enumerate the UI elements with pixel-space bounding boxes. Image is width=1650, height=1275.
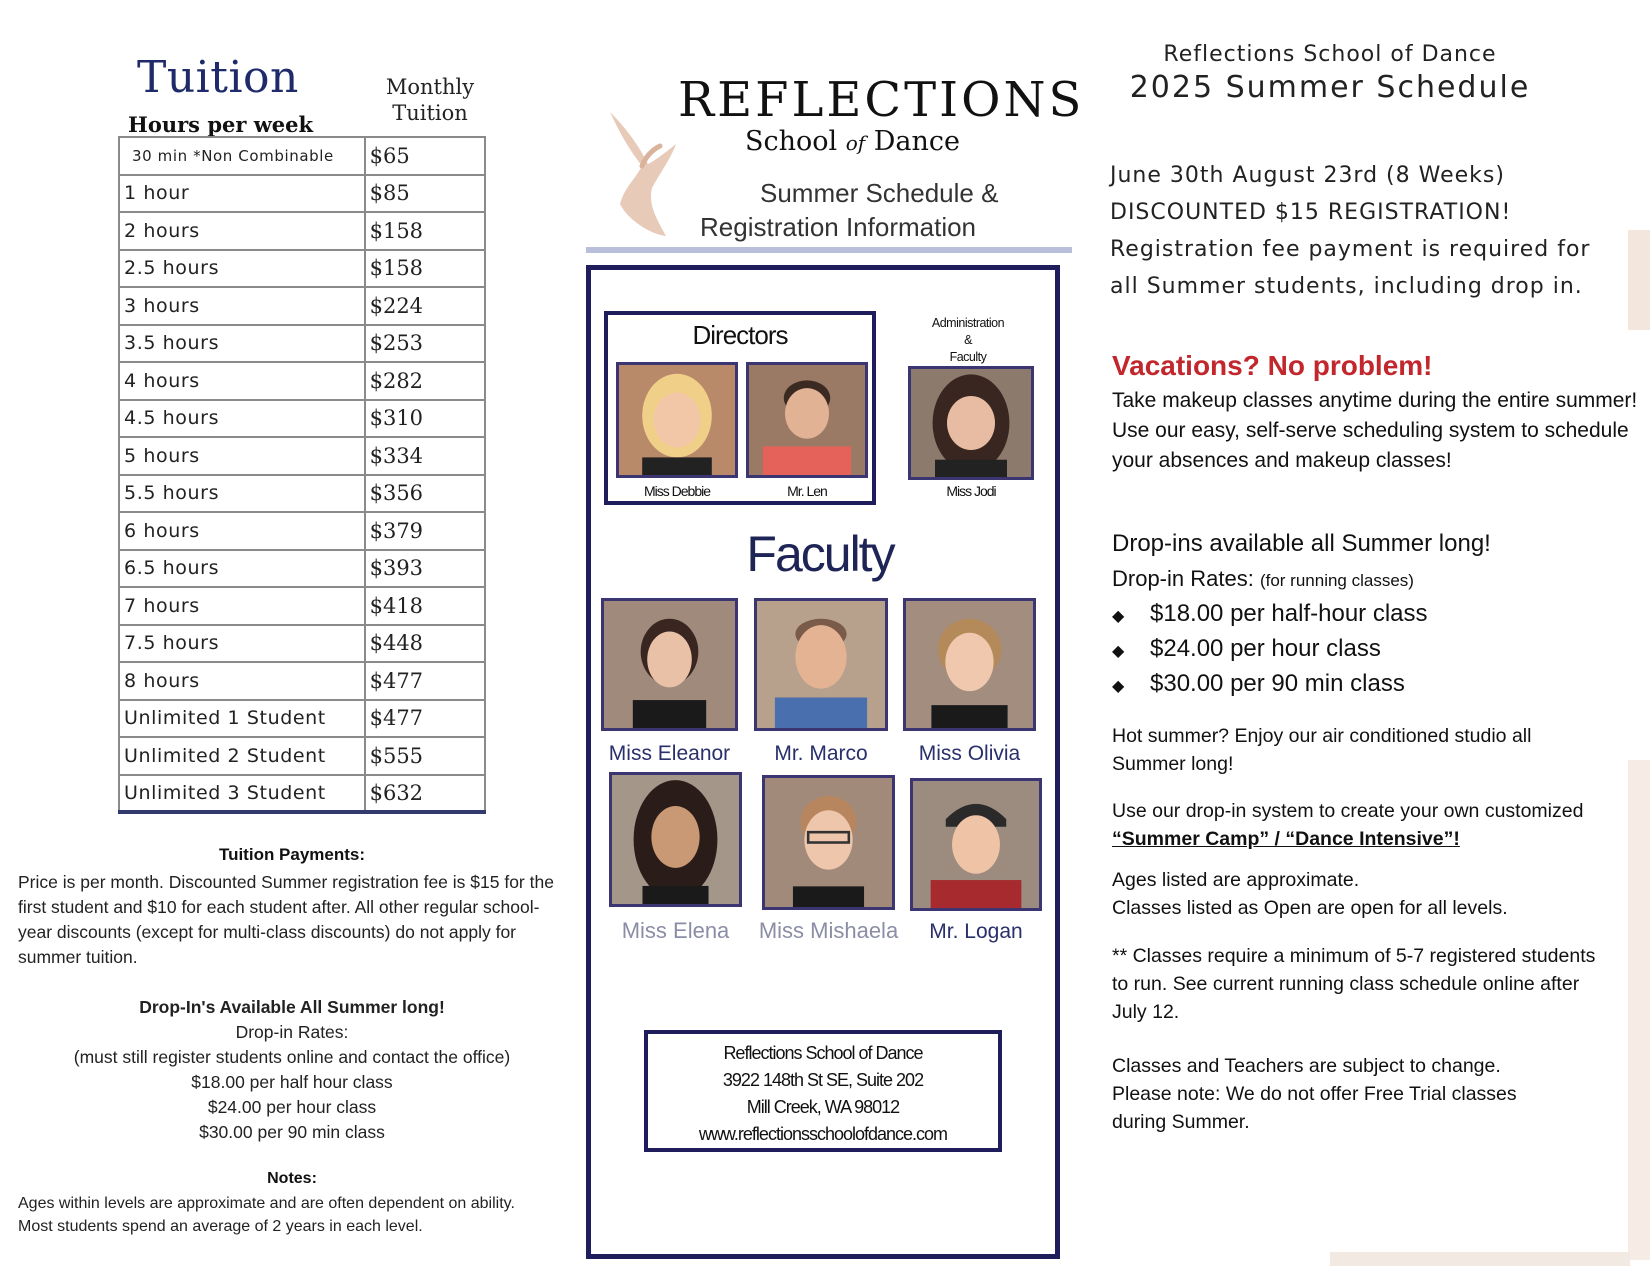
tuition-price-cell: $334 — [365, 437, 485, 475]
tuition-row — [119, 475, 485, 513]
registration-info-heading: Registration Information — [700, 212, 977, 242]
left-dropin-block — [18, 995, 566, 1145]
photo-mr-len — [746, 362, 868, 478]
photo-miss-eleanor — [601, 598, 738, 731]
tuition-row — [119, 662, 485, 700]
ages-text — [1112, 866, 1642, 922]
tuition-row — [119, 550, 485, 588]
tuition-hours-cell: 7 hours — [119, 587, 365, 625]
header-divider — [586, 247, 1072, 253]
tuition-price-cell: $158 — [365, 250, 485, 288]
caption-director: Mr. Len — [787, 483, 827, 499]
change-line: Classes and Teachers are subject to change. — [1112, 1055, 1501, 1077]
photo-mr-marco — [754, 598, 888, 731]
diamond-bullet-icon: ◆ — [1112, 678, 1125, 695]
tuition-row — [119, 250, 485, 288]
caption-faculty: Mr. Logan — [929, 920, 1023, 943]
tuition-hours-cell: 7.5 hours — [119, 625, 365, 663]
vacations-text: Take makeup classes anytime during the entire summer! Use our easy, self-serve scheduling system to schedule your absences and makeup classes! — [1112, 389, 1638, 472]
tuition-price-cell: $448 — [365, 625, 485, 663]
diamond-bullet-icon: ◆ — [1112, 643, 1125, 660]
tuition-hours-cell: Unlimited 3 Student — [119, 775, 365, 813]
notes-text — [18, 1192, 566, 1238]
address-school: Reflections School of Dance — [723, 1043, 923, 1063]
tuition-row — [119, 625, 485, 663]
tuition-row — [119, 212, 485, 250]
tuition-row — [119, 700, 485, 738]
tuition-price-cell: $632 — [365, 775, 485, 813]
photo-miss-elena — [609, 772, 742, 907]
caption-faculty: Miss Mishaela — [758, 918, 899, 943]
caption-faculty: Miss Eleanor — [608, 742, 731, 765]
tuition-price-cell: $85 — [365, 175, 485, 213]
camp-intro: Use our drop-in system to create your own customized — [1112, 800, 1584, 822]
caption-faculty: Mr. Marco — [774, 742, 868, 765]
tuition-price-cell: $477 — [365, 700, 485, 738]
tuition-hours-cell: 8 hours — [119, 662, 365, 700]
monthly-header-line2: Tuition — [392, 101, 468, 125]
photo-mr-logan — [910, 778, 1042, 911]
minimum-enrollment-text: ** Classes require a minimum of 5-7 registered students to run. See current running class schedule online after July 12. — [1112, 945, 1596, 1023]
tuition-price-cell: $224 — [365, 287, 485, 325]
dropin-rates-note: (for running classes) — [1259, 571, 1414, 590]
tuition-hours-cell: 2.5 hours — [119, 250, 365, 288]
tuition-row — [119, 775, 485, 813]
brand-sub-part: Dance — [865, 126, 961, 157]
tuition-hours-cell: 3.5 hours — [119, 325, 365, 363]
address-box — [644, 1030, 1002, 1152]
tuition-price-cell: $253 — [365, 325, 485, 363]
dropin-rates-label: Drop-in Rates: — [1112, 566, 1260, 591]
hot-summer-text: Hot summer? Enjoy our air conditioned studio all Summer long! — [1112, 725, 1532, 775]
tuition-hours-cell: 1 hour — [119, 175, 365, 213]
address-street: 3922 148th St SE, Suite 202 — [722, 1070, 924, 1090]
left-dropin-title: Drop-In's Available All Summer long! — [139, 997, 445, 1017]
summer-schedule-title: 2025 Summer Schedule — [1129, 70, 1531, 105]
tuition-price-cell: $282 — [365, 362, 485, 400]
brand-name: REFLECTIONS — [678, 72, 1085, 128]
ages-line: Classes listed as Open are open for all levels. — [1112, 897, 1508, 919]
diamond-bullet-icon: ◆ — [1112, 608, 1125, 625]
tuition-row — [119, 737, 485, 775]
vacations-heading: Vacations? No problem! — [1112, 350, 1433, 381]
summer-camp-link[interactable]: “Summer Camp” / “Dance Intensive”! — [1112, 828, 1460, 850]
discount-notice: DISCOUNTED $15 REGISTRATION! — [1110, 200, 1512, 225]
tuition-price-cell: $393 — [365, 550, 485, 588]
tuition-row — [119, 437, 485, 475]
administration-faculty-title — [908, 315, 1028, 366]
tuition-table — [118, 136, 486, 814]
tuition-price-cell: $356 — [365, 475, 485, 513]
caption-director: Miss Debbie — [643, 483, 711, 499]
brand-subtitle — [745, 126, 960, 157]
tuition-price-cell: $379 — [365, 512, 485, 550]
faculty-title: Faculty — [746, 526, 894, 582]
change-line: Please note: We do not offer Free Trial classes during Summer. — [1112, 1083, 1517, 1133]
tuition-hours-cell: Unlimited 1 Student — [119, 700, 365, 738]
tuition-hours-cell: 5 hours — [119, 437, 365, 475]
left-dropin-rate: $18.00 per half hour class — [191, 1072, 393, 1092]
tuition-row — [119, 287, 485, 325]
dropin-rate-text: $30.00 per 90 min class — [1150, 670, 1405, 697]
tuition-price-cell: $65 — [365, 137, 485, 175]
tuition-hours-cell: 3 hours — [119, 287, 365, 325]
tuition-row — [119, 325, 485, 363]
tuition-payments-title: Tuition Payments: — [218, 845, 366, 864]
address-city: Mill Creek, WA 98012 — [746, 1097, 900, 1117]
caption-faculty: Miss Elena — [621, 918, 730, 943]
brand-sub-of: of — [845, 131, 866, 155]
tuition-hours-cell: 5.5 hours — [119, 475, 365, 513]
monthly-header-line1: Monthly — [385, 75, 475, 99]
dropin-rate-text: $18.00 per half-hour class — [1150, 600, 1428, 627]
dancer-logo-icon — [602, 108, 682, 238]
tuition-price-cell: $158 — [365, 212, 485, 250]
notes-line: Most students spend an average of 2 years in each level. — [18, 1218, 423, 1235]
dropin-rate-item — [1112, 670, 1405, 698]
photo-miss-debbie — [616, 362, 738, 478]
tuition-hours-cell: 2 hours — [119, 212, 365, 250]
tuition-row — [119, 175, 485, 213]
edge-decoration — [1628, 230, 1650, 330]
tuition-hours-cell: 6.5 hours — [119, 550, 365, 588]
dropin-rate-text: $24.00 per hour class — [1150, 635, 1381, 662]
brand-sub-part: School — [745, 126, 846, 157]
summer-schedule-heading: Summer Schedule & — [760, 178, 999, 208]
photo-miss-jodi — [908, 366, 1034, 480]
hours-per-week-header: Hours per week — [128, 112, 314, 137]
caption-faculty: Miss Olivia — [918, 742, 1021, 765]
dropin-rate-item — [1112, 635, 1381, 663]
edge-decoration — [1330, 1252, 1630, 1266]
admin-title-line: & — [964, 333, 972, 347]
right-dropin-title: Drop-ins available all Summer long! — [1112, 530, 1491, 557]
registration-intro — [1110, 157, 1630, 305]
monthly-tuition-header — [370, 74, 490, 126]
tuition-row — [119, 400, 485, 438]
admin-title-line: Administration — [931, 316, 1005, 330]
custom-camp-text — [1112, 797, 1642, 853]
tuition-hours-cell: 30 min *Non Combinable — [119, 137, 365, 175]
edge-decoration — [1628, 760, 1650, 1260]
photo-miss-mishaela — [762, 775, 895, 910]
registration-line: all Summer students, including drop in. — [1110, 274, 1583, 299]
dropin-rate-item — [1112, 600, 1428, 628]
caption-admin: Miss Jodi — [946, 483, 996, 499]
admin-title-line: Faculty — [949, 350, 987, 364]
tuition-title: Tuition — [137, 52, 299, 103]
right-school-name: Reflections School of Dance — [1163, 42, 1497, 67]
notes-line: Ages within levels are approximate and are often dependent on ability. — [18, 1195, 515, 1212]
tuition-price-cell: $555 — [365, 737, 485, 775]
tuition-hours-cell: Unlimited 2 Student — [119, 737, 365, 775]
session-dates: June 30th August 23rd (8 Weeks) — [1110, 163, 1505, 188]
tuition-row — [119, 587, 485, 625]
tuition-hours-cell: 4 hours — [119, 362, 365, 400]
left-dropin-note: (must still register students online and contact the office) — [73, 1047, 511, 1067]
tuition-row — [119, 512, 485, 550]
tuition-hours-cell: 4.5 hours — [119, 400, 365, 438]
tuition-price-cell: $418 — [365, 587, 485, 625]
change-notice — [1112, 1052, 1562, 1136]
right-dropin-rates — [1112, 566, 1414, 592]
left-dropin-rates-label: Drop-in Rates: — [235, 1022, 349, 1042]
tuition-hours-cell: 6 hours — [119, 512, 365, 550]
directors-title: Directors — [692, 320, 788, 350]
ages-line: Ages listed are approximate. — [1112, 869, 1360, 891]
notes-title: Notes: — [267, 1170, 317, 1187]
registration-line: Registration fee payment is required for — [1110, 237, 1591, 262]
tuition-payments-text: Price is per month. Discounted Summer registration fee is $15 for the first student and $10 for each student after. All other regular school-year discounts (except for multi-class discounts) do not apply for summer tuition. — [18, 872, 554, 967]
tuition-price-cell: $477 — [365, 662, 485, 700]
tuition-row — [119, 137, 485, 175]
left-dropin-rate: $24.00 per hour class — [207, 1097, 377, 1117]
left-dropin-rate: $30.00 per 90 min class — [199, 1122, 385, 1142]
photo-miss-olivia — [903, 598, 1036, 731]
address-website-link[interactable]: www.reflectionsschoolofdance.com — [698, 1124, 948, 1144]
tuition-price-cell: $310 — [365, 400, 485, 438]
tuition-row — [119, 362, 485, 400]
